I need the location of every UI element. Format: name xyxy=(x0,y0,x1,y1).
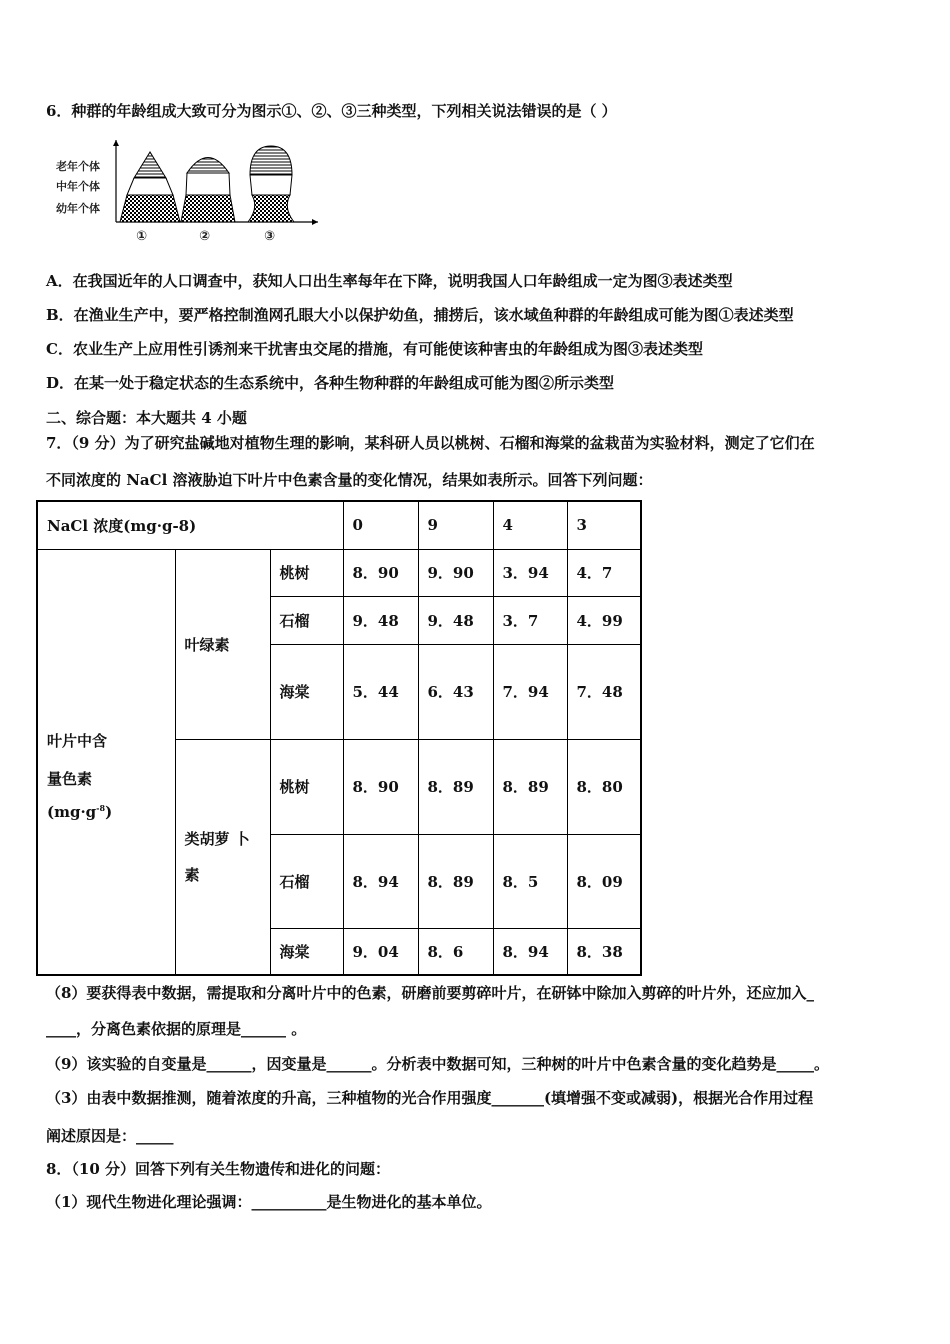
table-row xyxy=(37,549,641,596)
table-cell: 8．38 xyxy=(567,928,641,975)
header-conc: 9 xyxy=(418,501,493,549)
q6-option-b: B．在渔业生产中，要严格控制渔网孔眼大小以保护幼鱼，捕捞后，该水域鱼种群的年龄组成可能为图①表述类型 xyxy=(46,306,794,324)
table-cell: 9．04 xyxy=(343,928,418,975)
pyramid-3 xyxy=(248,146,294,222)
table-cell: 8．80 xyxy=(567,739,641,834)
table-cell: 5．44 xyxy=(343,644,418,739)
table-cell: 7．48 xyxy=(567,644,641,739)
table-cell: 8．94 xyxy=(493,928,567,975)
fig-label-young: 幼年个体 xyxy=(56,202,100,215)
table-cell: 8．5 xyxy=(493,834,567,928)
plant-name: 海棠 xyxy=(270,644,343,739)
fig-x-label-1: ① xyxy=(136,229,148,244)
q6-stem: 6．种群的年龄组成大致可分为图示①、②、③三种类型，下列相关说法错误的是（ ） xyxy=(46,102,617,120)
pigment-chlorophyll: 叶绿素 xyxy=(175,549,270,739)
q6-option-a: A．在我国近年的人口调查中，获知人口出生率每年在下降，说明我国人口年龄组成一定为图③表述类型 xyxy=(46,272,733,290)
table-cell: 8．90 xyxy=(343,549,418,596)
table-cell: 4．7 xyxy=(567,549,641,596)
plant-name: 石榴 xyxy=(270,834,343,928)
table-cell: 8．89 xyxy=(418,834,493,928)
table-cell: 6．43 xyxy=(418,644,493,739)
plant-name: 石榴 xyxy=(270,596,343,644)
table-cell: 3．94 xyxy=(493,549,567,596)
pigment-table xyxy=(36,500,642,976)
header-nacl-label: NaCl 浓度(mg·g-8) xyxy=(37,501,343,549)
q7-sub3-line2: 阐述原因是：_____ xyxy=(46,1127,174,1145)
header-conc: 3 xyxy=(567,501,641,549)
q7-sub3-line1: （3）由表中数据推测，随着浓度的升高，三种植物的光合作用强度_______(填增强不变或减弱)，根据光合作用过程 xyxy=(46,1089,814,1107)
q7-stem-line2: 不同浓度的 NaCl 溶液胁迫下叶片中色素含量的变化情况，结果如表所示。回答下列问题： xyxy=(46,471,653,489)
table-cell: 3．7 xyxy=(493,596,567,644)
table-cell: 7．94 xyxy=(493,644,567,739)
header-conc: 0 xyxy=(343,501,418,549)
table-cell: 8．6 xyxy=(418,928,493,975)
q8-stem: 8．（10 分）回答下列有关生物遗传和进化的问题： xyxy=(46,1160,391,1178)
header-conc: 4 xyxy=(493,501,567,549)
table-header-row xyxy=(37,501,641,549)
table-cell: 9．90 xyxy=(418,549,493,596)
table-cell: 8．90 xyxy=(343,739,418,834)
plant-name: 海棠 xyxy=(270,928,343,975)
fig-x-label-2: ② xyxy=(199,229,211,244)
table-cell: 9．48 xyxy=(418,596,493,644)
table-cell: 8．94 xyxy=(343,834,418,928)
table-cell: 8．09 xyxy=(567,834,641,928)
plant-name: 桃树 xyxy=(270,739,343,834)
pyramid-2 xyxy=(181,158,235,223)
q7-stem-line1: 7．（9 分）为了研究盐碱地对植物生理的影响，某科研人员以桃树、石榴和海棠的盆栽苗为实验材料，测定了它们在 xyxy=(46,434,815,452)
section-2-heading: 二、综合题：本大题共 4 小题 xyxy=(46,409,247,427)
fig-x-label-3: ③ xyxy=(264,229,276,244)
q7-sub9: （9）该实验的自变量是______，因变量是______。分析表中数据可知，三种树的叶片中色素含量的变化趋势是_____。 xyxy=(46,1055,829,1073)
q6-option-d: D．在某一处于稳定状态的生态系统中，各种生物种群的年龄组成可能为图②所示类型 xyxy=(46,374,615,392)
q7-sub8-line1: （8）要获得表中数据，需提取和分离叶片中的色素，研磨前要剪碎叶片，在研钵中除加入剪碎的叶片外，还应加入_ xyxy=(46,984,814,1002)
table-cell: 9．48 xyxy=(343,596,418,644)
plant-name: 桃树 xyxy=(270,549,343,596)
age-structure-figure xyxy=(50,140,320,245)
fig-label-middle: 中年个体 xyxy=(56,180,100,193)
table-cell: 8．89 xyxy=(418,739,493,834)
q7-sub8-line2: ____，分离色素依据的原理是______ 。 xyxy=(46,1020,307,1038)
q6-option-c: C．农业生产上应用性引诱剂来干扰害虫交尾的措施，有可能使该种害虫的年龄组成为图③表述类型 xyxy=(46,340,703,358)
table-cell: 8．89 xyxy=(493,739,567,834)
fig-label-old: 老年个体 xyxy=(56,160,100,173)
table-cell: 4．99 xyxy=(567,596,641,644)
row-group-label: 叶片中含 量色素 $(mg\cdot g^{-8})$ xyxy=(37,549,175,975)
pigment-carotenoid: 类胡萝 卜 素 xyxy=(175,739,270,975)
q8-sub1: （1）现代生物进化理论强调：__________是生物进化的基本单位。 xyxy=(46,1193,492,1211)
pyramid-1 xyxy=(120,152,180,222)
